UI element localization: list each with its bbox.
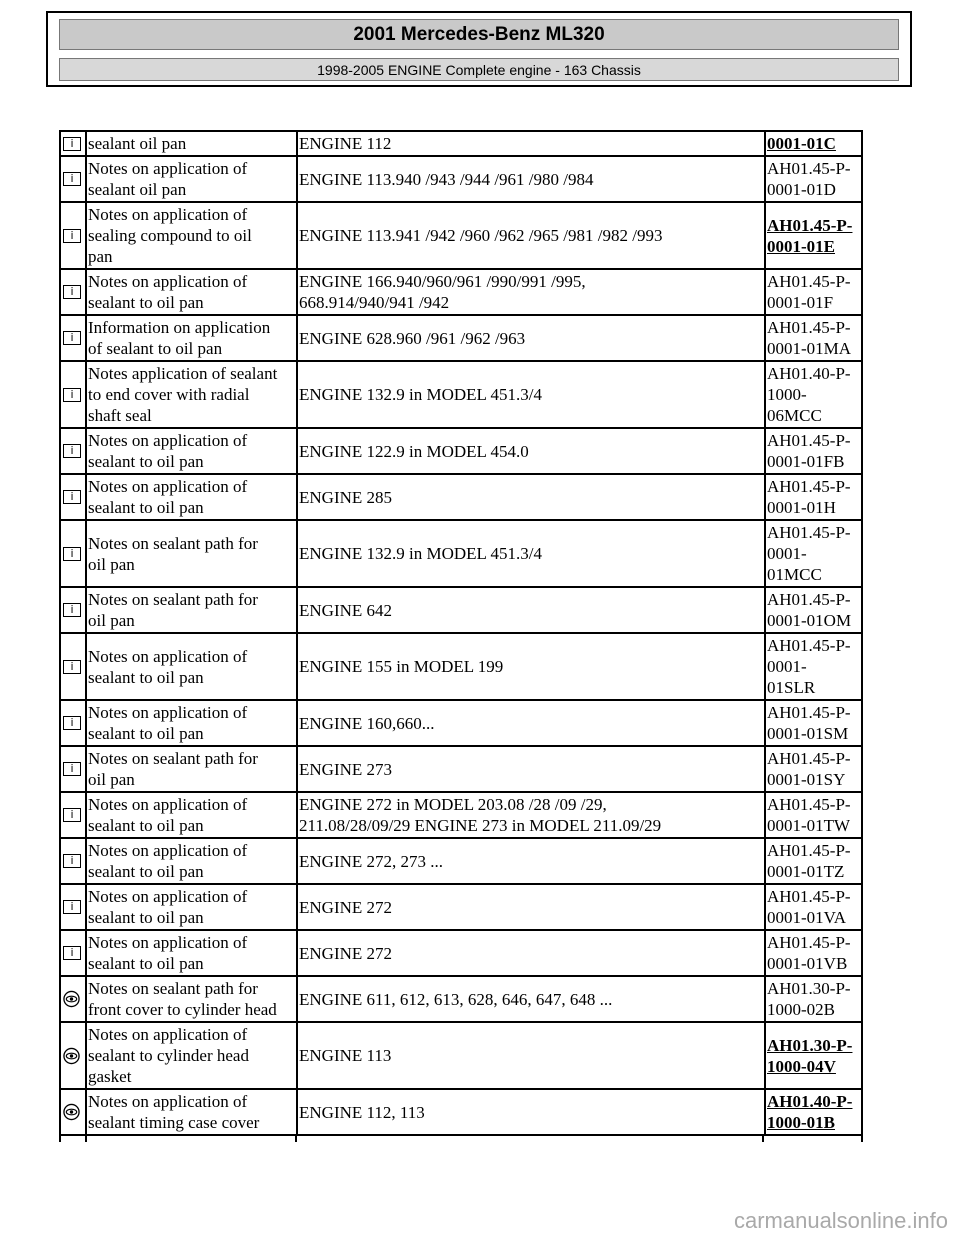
document-cell [766,1090,861,1134]
document-link[interactable]: 0001-01C [767,134,836,153]
table-row [61,203,861,270]
model-cell: ENGINE 272, 273 ... [298,839,766,883]
icon-cell [61,157,87,201]
document-cell [766,885,861,929]
document-cell [766,588,861,632]
info-icon[interactable]: i [63,946,81,960]
view-graphic-icon[interactable] [63,1047,80,1064]
document-id: AH01.45-P- 0001-01TW [767,795,851,835]
document-cell [766,634,861,699]
document-cell [766,977,861,1021]
table-row [61,475,861,521]
description-cell: Notes on application of sealant to oil pan [87,429,298,473]
model-cell: ENGINE 273 [298,747,766,791]
document-cell [766,316,861,360]
info-icon[interactable]: i [63,285,81,299]
info-icon[interactable]: i [63,137,81,151]
icon-cell [61,885,87,929]
icon-cell [61,1023,87,1088]
description-cell: Notes on sealant path for oil pan [87,521,298,586]
page-header [46,11,912,87]
info-icon[interactable]: i [63,172,81,186]
table-row [61,931,861,977]
description-cell: Information on application of sealant to oil pan [87,316,298,360]
icon-cell [61,1090,87,1134]
document-cell [766,157,861,201]
document-id: AH01.45-P- 0001-01FB [767,431,851,471]
icon-cell [61,362,87,427]
description-cell: Notes on application of sealant timing case cover [87,1090,298,1134]
model-cell: ENGINE 642 [298,588,766,632]
info-icon[interactable]: i [63,660,81,674]
view-graphic-icon[interactable] [63,991,80,1008]
document-id: AH01.45-P- 0001- 01SLR [767,636,851,697]
table-row [61,362,861,429]
info-icon[interactable]: i [63,762,81,776]
document-cell [766,701,861,745]
description-cell: Notes on sealant path for oil pan [87,747,298,791]
description-cell: Notes application of sealant to end cover with radial shaft seal [87,362,298,427]
info-icon[interactable]: i [63,444,81,458]
info-icon[interactable]: i [63,900,81,914]
procedures-table [59,130,863,1142]
description-cell: sealant oil pan [87,132,298,155]
table-row [61,157,861,203]
model-cell: ENGINE 611, 612, 613, 628, 646, 647, 648 ... [298,977,766,1021]
watermark: carmanualsonline.info [733,1208,948,1233]
description-cell: Notes on application of sealant to oil pan [87,931,298,975]
document-cell [766,362,861,427]
document-id: AH01.45-P- 0001-01TZ [767,841,851,881]
document-id: AH01.45-P- 0001- 01MCC [767,523,851,584]
document-id: AH01.45-P- 0001-01H [767,477,851,517]
description-cell: Notes on application of sealant to oil pan [87,270,298,314]
document-id: AH01.45-P- 0001-01OM [767,590,852,630]
model-cell: ENGINE 160,660... [298,701,766,745]
document-id: AH01.45-P- 0001-01D [767,159,851,199]
icon-cell [61,977,87,1021]
table-row [61,429,861,475]
icon-cell [61,701,87,745]
icon-cell [61,475,87,519]
header-subtitle: 1998-2005 ENGINE Complete engine - 163 Chassis [59,58,899,81]
description-cell: Notes on application of sealant to cylinder head gasket [87,1023,298,1088]
document-link[interactable]: AH01.40-P- 1000-01B [767,1092,853,1132]
icon-cell [61,132,87,155]
table-row [61,634,861,701]
document-cell [766,839,861,883]
description-cell: Notes on application of sealant to oil pan [87,701,298,745]
table-row [61,588,861,634]
document-id: AH01.45-P- 0001-01MA [767,318,852,358]
table-row [61,132,861,157]
document-cell [766,429,861,473]
model-cell: ENGINE 132.9 in MODEL 451.3/4 [298,362,766,427]
icon-cell [61,747,87,791]
document-id: AH01.30-P- 1000-02B [767,979,851,1019]
icon-cell [61,316,87,360]
document-id: AH01.45-P- 0001-01VA [767,887,851,927]
table-row [61,885,861,931]
table-row [61,270,861,316]
description-cell: Notes on application of sealant to oil pan [87,475,298,519]
description-cell: Notes on application of sealant to oil pan [87,793,298,837]
table-row [61,521,861,588]
table-row [61,701,861,747]
description-cell: Notes on application of sealant to oil pan [87,634,298,699]
info-icon[interactable]: i [63,808,81,822]
description-cell: Notes on application of sealant oil pan [87,157,298,201]
document-cell [766,931,861,975]
document-id: AH01.45-P- 0001-01SY [767,749,851,789]
model-cell: ENGINE 113 [298,1023,766,1088]
document-cell [766,270,861,314]
icon-cell [61,429,87,473]
info-icon[interactable]: i [63,388,81,402]
document-link[interactable]: AH01.45-P- 0001-01E [767,215,853,256]
icon-cell [61,793,87,837]
description-cell: Notes on application of sealant to oil pan [87,839,298,883]
model-cell: ENGINE 272 in MODEL 203.08 /28 /09 /29, 211.08/28/09/29 ENGINE 273 in MODEL 211.09/29 [298,793,766,837]
table-row [61,1023,861,1090]
model-cell: ENGINE 285 [298,475,766,519]
header-title: 2001 Mercedes-Benz ML320 [59,19,899,50]
description-cell: Notes on sealant path for front cover to cylinder head [87,977,298,1021]
table-row [61,316,861,362]
model-cell: ENGINE 122.9 in MODEL 454.0 [298,429,766,473]
info-icon[interactable]: i [63,547,81,561]
description-cell: Notes on sealant path for oil pan [87,588,298,632]
table-row [61,793,861,839]
table-row-continued [61,1136,861,1142]
document-id: AH01.45-P- 0001-01F [767,272,851,312]
info-icon[interactable]: i [63,854,81,868]
document-cell [766,747,861,791]
icon-cell [61,270,87,314]
icon-cell [61,521,87,586]
document-cell [766,203,861,268]
model-cell: ENGINE 113.940 /943 /944 /961 /980 /984 [298,157,766,201]
info-icon[interactable]: i [63,490,81,504]
document-cell [766,521,861,586]
icon-cell [61,203,87,268]
document-cell [766,793,861,837]
info-icon[interactable]: i [63,331,81,345]
table-row [61,839,861,885]
table-row [61,747,861,793]
description-cell: Notes on application of sealing compound to oil pan [87,203,298,268]
icon-cell [61,839,87,883]
info-icon[interactable]: i [63,716,81,730]
document-id: AH01.45-P- 0001-01SM [767,703,851,743]
model-cell: ENGINE 132.9 in MODEL 451.3/4 [298,521,766,586]
icon-cell [61,588,87,632]
model-cell: ENGINE 272 [298,931,766,975]
document-link[interactable]: AH01.30-P- 1000-04V [767,1035,853,1076]
model-cell: ENGINE 113.941 /942 /960 /962 /965 /981 /982 /993 [298,203,766,268]
model-cell: ENGINE 628.960 /961 /962 /963 [298,316,766,360]
empty-cell [764,1136,861,1142]
model-cell: ENGINE 155 in MODEL 199 [298,634,766,699]
icon-cell [61,931,87,975]
model-cell: ENGINE 166.940/960/961 /990/991 /995, 668.914/940/941 /942 [298,270,766,314]
model-cell: ENGINE 112 [298,132,766,155]
table-row [61,977,861,1023]
document-cell [766,1023,861,1088]
info-icon[interactable]: i [63,603,81,617]
document-id: AH01.40-P- 1000- 06MCC [767,364,851,425]
table-row [61,1090,861,1136]
empty-cell [61,1136,87,1142]
empty-cell [87,1136,297,1142]
empty-cell [297,1136,764,1142]
document-cell [766,475,861,519]
icon-cell [61,634,87,699]
view-graphic-icon[interactable] [63,1104,80,1121]
document-id: AH01.45-P- 0001-01VB [767,933,851,973]
description-cell: Notes on application of sealant to oil pan [87,885,298,929]
model-cell: ENGINE 112, 113 [298,1090,766,1134]
model-cell: ENGINE 272 [298,885,766,929]
document-cell [766,132,861,155]
info-icon[interactable]: i [63,229,81,243]
